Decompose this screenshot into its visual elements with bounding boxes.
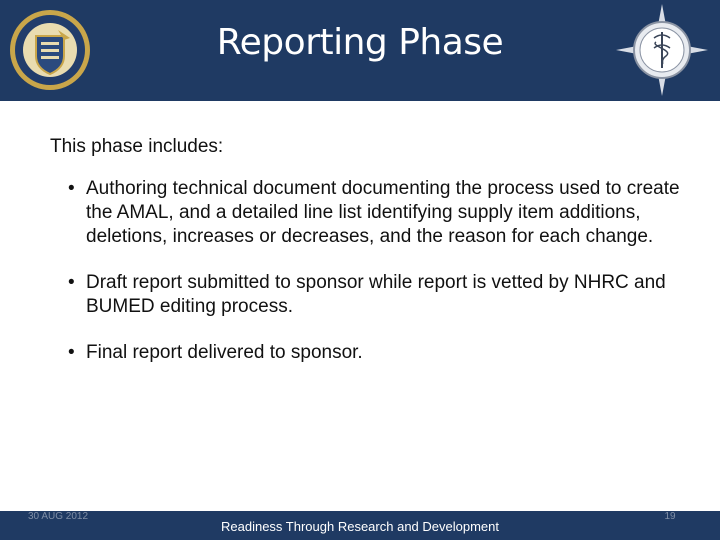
slide-content	[0, 101, 720, 511]
naval-health-research-center-seal-icon	[8, 8, 92, 92]
medical-caduceus-compass-seal-icon	[614, 2, 710, 98]
bullet-item	[68, 341, 688, 365]
bullet-text: Draft report submitted to sponsor while report is vetted by NHRC and BUMED editing process.	[86, 272, 666, 317]
intro-text: This phase includes:	[50, 136, 224, 157]
slide-header	[0, 0, 720, 101]
bullet-icon: •	[68, 178, 75, 199]
bullet-item	[68, 177, 688, 249]
bullet-list	[68, 177, 688, 387]
footer-tagline: Readiness Through Research and Development	[221, 519, 499, 534]
footer-date: 30 AUG 2012	[28, 511, 89, 522]
bullet-icon: •	[68, 272, 75, 293]
bullet-text: Final report delivered to sponsor.	[86, 342, 363, 363]
page-number: 19	[664, 511, 676, 522]
bullet-text: Authoring technical document documenting the process used to create the AMAL, and a detailed line list identifying supply item additions, deletions, increases or decreases, and the reason for each change.	[86, 178, 680, 247]
slide-title: Reporting Phase	[216, 22, 504, 63]
bullet-icon: •	[68, 342, 75, 363]
slide-footer	[0, 511, 720, 540]
bullet-item	[68, 271, 688, 319]
